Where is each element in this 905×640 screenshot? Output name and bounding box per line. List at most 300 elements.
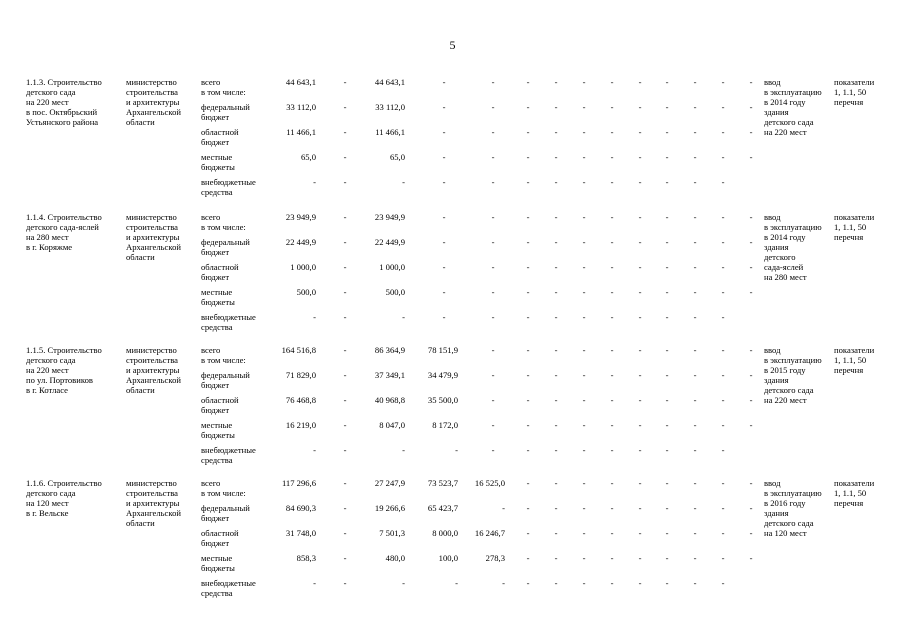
empty-cell-dash: - xyxy=(554,345,558,355)
year-amount: 40 968,8 xyxy=(374,395,405,405)
funding-source-label: федеральный бюджет xyxy=(201,102,250,122)
empty-cell-dash: - xyxy=(638,312,642,322)
indicators-text: показатели 1, 1.1, 50 перечня xyxy=(834,478,875,508)
empty-cell-dash: - xyxy=(721,553,725,563)
empty-cell-dash: - xyxy=(554,287,558,297)
year-amount: 16 525,0 xyxy=(474,478,505,488)
empty-cell-dash: - xyxy=(343,127,347,137)
empty-cell-dash: - xyxy=(526,312,530,322)
empty-cell-dash: - xyxy=(693,528,697,538)
empty-cell-dash: - xyxy=(491,287,495,297)
empty-cell-dash: - xyxy=(442,177,446,187)
empty-cell-dash: - xyxy=(638,287,642,297)
total-amount: 16 219,0 xyxy=(285,420,316,430)
empty-cell-dash: - xyxy=(582,237,586,247)
empty-cell-dash: - xyxy=(693,395,697,405)
empty-cell-dash: - xyxy=(491,312,495,322)
empty-cell-dash: - xyxy=(554,77,558,87)
empty-cell-dash: - xyxy=(491,345,495,355)
empty-cell-dash: - xyxy=(610,127,614,137)
year-amount: 1 000,0 xyxy=(379,262,405,272)
empty-cell-dash: - xyxy=(526,578,530,588)
total-amount: 11 466,1 xyxy=(286,127,316,137)
empty-cell-dash: - xyxy=(554,102,558,112)
empty-cell-dash: - xyxy=(610,528,614,538)
empty-cell-dash: - xyxy=(693,102,697,112)
year-amount: 22 449,9 xyxy=(374,237,405,247)
empty-cell-dash: - xyxy=(526,102,530,112)
empty-cell-dash: - xyxy=(693,370,697,380)
empty-cell-dash: - xyxy=(638,478,642,488)
total-amount: 84 690,3 xyxy=(285,503,316,513)
funding-source-label: федеральный бюджет xyxy=(201,370,250,390)
empty-cell-dash: - xyxy=(638,553,642,563)
year-amount: 34 479,9 xyxy=(427,370,458,380)
empty-cell-dash: - xyxy=(749,237,753,247)
empty-cell-dash: - xyxy=(526,478,530,488)
empty-cell-dash: - xyxy=(526,212,530,222)
funding-source-label: областной бюджет xyxy=(201,395,239,415)
empty-cell-dash: - xyxy=(749,503,753,513)
activity-name: 1.1.6. Строительство детского сада на 120 мест в г. Вельске xyxy=(26,478,102,518)
empty-cell-dash: - xyxy=(638,262,642,272)
empty-cell-dash: - xyxy=(526,420,530,430)
empty-cell-dash: - xyxy=(610,287,614,297)
empty-cell-dash: - xyxy=(721,77,725,87)
empty-cell-dash: - xyxy=(442,127,446,137)
empty-cell-dash: - xyxy=(610,77,614,87)
empty-cell-dash: - xyxy=(665,528,669,538)
empty-cell-dash: - xyxy=(638,370,642,380)
empty-cell-dash: - xyxy=(721,262,725,272)
total-amount: 76 468,8 xyxy=(285,395,316,405)
empty-cell-dash: - xyxy=(665,237,669,247)
empty-cell-dash: - xyxy=(582,127,586,137)
funding-source-label: местные бюджеты xyxy=(201,420,235,440)
total-amount: 117 296,6 xyxy=(281,478,316,488)
empty-cell-dash: - xyxy=(721,102,725,112)
empty-cell-dash: - xyxy=(526,553,530,563)
result-text: ввод в эксплуатацию в 2016 году здания детского сада на 120 мест xyxy=(764,478,822,538)
empty-cell-dash: - xyxy=(582,528,586,538)
year-amount: 16 246,7 xyxy=(474,528,505,538)
empty-cell-dash: - xyxy=(693,578,697,588)
empty-cell-dash: - xyxy=(638,503,642,513)
empty-cell-dash: - xyxy=(343,553,347,563)
empty-cell-dash: - xyxy=(526,177,530,187)
empty-cell-dash: - xyxy=(582,212,586,222)
empty-cell-dash: - xyxy=(582,395,586,405)
empty-cell-dash: - xyxy=(554,212,558,222)
empty-cell-dash: - xyxy=(665,553,669,563)
empty-cell-dash: - xyxy=(343,312,347,322)
year-amount: 480,0 xyxy=(385,553,405,563)
empty-cell-dash: - xyxy=(343,237,347,247)
empty-cell-dash: - xyxy=(526,237,530,247)
total-amount: 31 748,0 xyxy=(285,528,316,538)
empty-cell-dash: - xyxy=(442,287,446,297)
year-amount: 8 172,0 xyxy=(432,420,458,430)
empty-cell-dash: - xyxy=(491,77,495,87)
empty-cell-dash: - xyxy=(665,152,669,162)
year-amount: 37 349,1 xyxy=(374,370,405,380)
empty-cell-dash: - xyxy=(491,395,495,405)
empty-cell-dash: - xyxy=(442,312,446,322)
empty-cell-dash: - xyxy=(491,152,495,162)
empty-cell-dash: - xyxy=(693,478,697,488)
empty-cell-dash: - xyxy=(665,212,669,222)
empty-cell-dash: - xyxy=(721,478,725,488)
empty-cell-dash: - xyxy=(721,152,725,162)
empty-cell-dash: - xyxy=(638,420,642,430)
funding-source-label: всего в том числе: xyxy=(201,478,246,498)
empty-cell-dash: - xyxy=(721,345,725,355)
activity-name: 1.1.5. Строительство детского сада на 220 мест по ул. Портовиков в г. Котласе xyxy=(26,345,102,395)
empty-cell-dash: - xyxy=(442,212,446,222)
year-amount: - xyxy=(502,503,505,513)
empty-cell-dash: - xyxy=(491,420,495,430)
executor-name: министерство строительства и архитектуры Архангельской области xyxy=(126,345,181,395)
empty-cell-dash: - xyxy=(638,127,642,137)
year-amount: 65 423,7 xyxy=(427,503,458,513)
empty-cell-dash: - xyxy=(693,237,697,247)
total-amount: - xyxy=(313,312,316,322)
empty-cell-dash: - xyxy=(554,177,558,187)
empty-cell-dash: - xyxy=(343,287,347,297)
empty-cell-dash: - xyxy=(582,553,586,563)
empty-cell-dash: - xyxy=(526,77,530,87)
empty-cell-dash: - xyxy=(721,395,725,405)
result-text: ввод в эксплуатацию в 2015 году здания детского сада на 220 мест xyxy=(764,345,822,405)
empty-cell-dash: - xyxy=(749,287,753,297)
empty-cell-dash: - xyxy=(343,345,347,355)
empty-cell-dash: - xyxy=(665,127,669,137)
executor-name: министерство строительства и архитектуры Архангельской области xyxy=(126,77,181,127)
indicators-text: показатели 1, 1.1, 50 перечня xyxy=(834,212,875,242)
empty-cell-dash: - xyxy=(526,445,530,455)
empty-cell-dash: - xyxy=(721,420,725,430)
empty-cell-dash: - xyxy=(721,127,725,137)
empty-cell-dash: - xyxy=(442,237,446,247)
empty-cell-dash: - xyxy=(610,578,614,588)
empty-cell-dash: - xyxy=(582,312,586,322)
empty-cell-dash: - xyxy=(693,262,697,272)
empty-cell-dash: - xyxy=(665,395,669,405)
empty-cell-dash: - xyxy=(582,345,586,355)
empty-cell-dash: - xyxy=(554,370,558,380)
funding-source-label: внебюджетные средства xyxy=(201,445,256,465)
year-amount: - xyxy=(502,578,505,588)
empty-cell-dash: - xyxy=(693,345,697,355)
empty-cell-dash: - xyxy=(442,152,446,162)
empty-cell-dash: - xyxy=(749,102,753,112)
empty-cell-dash: - xyxy=(693,312,697,322)
empty-cell-dash: - xyxy=(491,177,495,187)
indicators-text: показатели 1, 1.1, 50 перечня xyxy=(834,77,875,107)
year-amount: 86 364,9 xyxy=(374,345,405,355)
empty-cell-dash: - xyxy=(610,420,614,430)
empty-cell-dash: - xyxy=(343,152,347,162)
empty-cell-dash: - xyxy=(665,503,669,513)
year-amount: 278,3 xyxy=(485,553,505,563)
empty-cell-dash: - xyxy=(491,370,495,380)
empty-cell-dash: - xyxy=(526,370,530,380)
empty-cell-dash: - xyxy=(526,345,530,355)
empty-cell-dash: - xyxy=(721,528,725,538)
empty-cell-dash: - xyxy=(610,395,614,405)
total-amount: - xyxy=(313,445,316,455)
empty-cell-dash: - xyxy=(610,345,614,355)
empty-cell-dash: - xyxy=(749,127,753,137)
empty-cell-dash: - xyxy=(343,578,347,588)
empty-cell-dash: - xyxy=(526,287,530,297)
total-amount: - xyxy=(313,578,316,588)
empty-cell-dash: - xyxy=(554,445,558,455)
year-amount: - xyxy=(402,578,405,588)
year-amount: 27 247,9 xyxy=(374,478,405,488)
empty-cell-dash: - xyxy=(491,262,495,272)
empty-cell-dash: - xyxy=(610,445,614,455)
empty-cell-dash: - xyxy=(721,503,725,513)
empty-cell-dash: - xyxy=(638,152,642,162)
result-text: ввод в эксплуатацию в 2014 году здания детского сада на 220 мест xyxy=(764,77,822,137)
empty-cell-dash: - xyxy=(343,102,347,112)
empty-cell-dash: - xyxy=(665,370,669,380)
empty-cell-dash: - xyxy=(693,212,697,222)
empty-cell-dash: - xyxy=(638,237,642,247)
year-amount: 23 949,9 xyxy=(374,212,405,222)
year-amount: - xyxy=(402,312,405,322)
empty-cell-dash: - xyxy=(554,237,558,247)
empty-cell-dash: - xyxy=(554,312,558,322)
empty-cell-dash: - xyxy=(554,395,558,405)
empty-cell-dash: - xyxy=(343,395,347,405)
executor-name: министерство строительства и архитектуры Архангельской области xyxy=(126,478,181,528)
empty-cell-dash: - xyxy=(491,212,495,222)
empty-cell-dash: - xyxy=(638,77,642,87)
empty-cell-dash: - xyxy=(693,445,697,455)
empty-cell-dash: - xyxy=(721,287,725,297)
year-amount: - xyxy=(402,445,405,455)
empty-cell-dash: - xyxy=(638,102,642,112)
year-amount: 7 501,3 xyxy=(379,528,405,538)
empty-cell-dash: - xyxy=(610,102,614,112)
empty-cell-dash: - xyxy=(343,478,347,488)
empty-cell-dash: - xyxy=(343,262,347,272)
empty-cell-dash: - xyxy=(721,445,725,455)
empty-cell-dash: - xyxy=(582,177,586,187)
empty-cell-dash: - xyxy=(665,578,669,588)
empty-cell-dash: - xyxy=(554,127,558,137)
empty-cell-dash: - xyxy=(610,503,614,513)
total-amount: 500,0 xyxy=(296,287,316,297)
year-amount: 8 000,0 xyxy=(432,528,458,538)
funding-source-label: внебюджетные средства xyxy=(201,578,256,598)
empty-cell-dash: - xyxy=(343,370,347,380)
activity-name: 1.1.4. Строительство детского сада-яслей на 280 мест в г. Коряжме xyxy=(26,212,102,252)
empty-cell-dash: - xyxy=(721,177,725,187)
total-amount: 71 829,0 xyxy=(285,370,316,380)
funding-source-label: внебюджетные средства xyxy=(201,177,256,197)
funding-source-label: местные бюджеты xyxy=(201,553,235,573)
empty-cell-dash: - xyxy=(638,578,642,588)
empty-cell-dash: - xyxy=(554,478,558,488)
empty-cell-dash: - xyxy=(526,262,530,272)
empty-cell-dash: - xyxy=(665,420,669,430)
empty-cell-dash: - xyxy=(693,127,697,137)
empty-cell-dash: - xyxy=(665,262,669,272)
empty-cell-dash: - xyxy=(693,420,697,430)
total-amount: 164 516,8 xyxy=(281,345,316,355)
empty-cell-dash: - xyxy=(343,528,347,538)
empty-cell-dash: - xyxy=(749,420,753,430)
result-text: ввод в эксплуатацию в 2014 году здания детского сада-яслей на 280 мест xyxy=(764,212,822,282)
empty-cell-dash: - xyxy=(665,77,669,87)
empty-cell-dash: - xyxy=(610,212,614,222)
empty-cell-dash: - xyxy=(638,345,642,355)
empty-cell-dash: - xyxy=(554,553,558,563)
empty-cell-dash: - xyxy=(343,77,347,87)
empty-cell-dash: - xyxy=(554,152,558,162)
empty-cell-dash: - xyxy=(749,395,753,405)
empty-cell-dash: - xyxy=(442,262,446,272)
empty-cell-dash: - xyxy=(582,262,586,272)
empty-cell-dash: - xyxy=(343,212,347,222)
empty-cell-dash: - xyxy=(491,102,495,112)
empty-cell-dash: - xyxy=(665,177,669,187)
year-amount: 73 523,7 xyxy=(427,478,458,488)
empty-cell-dash: - xyxy=(638,445,642,455)
empty-cell-dash: - xyxy=(638,177,642,187)
empty-cell-dash: - xyxy=(638,395,642,405)
empty-cell-dash: - xyxy=(749,478,753,488)
empty-cell-dash: - xyxy=(665,478,669,488)
year-amount: 500,0 xyxy=(385,287,405,297)
empty-cell-dash: - xyxy=(749,528,753,538)
empty-cell-dash: - xyxy=(582,420,586,430)
empty-cell-dash: - xyxy=(610,312,614,322)
empty-cell-dash: - xyxy=(665,102,669,112)
funding-source-label: всего в том числе: xyxy=(201,345,246,365)
empty-cell-dash: - xyxy=(343,420,347,430)
empty-cell-dash: - xyxy=(526,152,530,162)
total-amount: 23 949,9 xyxy=(285,212,316,222)
empty-cell-dash: - xyxy=(665,287,669,297)
empty-cell-dash: - xyxy=(610,262,614,272)
empty-cell-dash: - xyxy=(749,152,753,162)
year-amount: 19 266,6 xyxy=(374,503,405,513)
empty-cell-dash: - xyxy=(526,528,530,538)
empty-cell-dash: - xyxy=(554,578,558,588)
empty-cell-dash: - xyxy=(582,152,586,162)
empty-cell-dash: - xyxy=(693,503,697,513)
total-amount: 44 643,1 xyxy=(285,77,316,87)
empty-cell-dash: - xyxy=(721,578,725,588)
empty-cell-dash: - xyxy=(665,445,669,455)
year-amount: - xyxy=(455,578,458,588)
empty-cell-dash: - xyxy=(721,370,725,380)
empty-cell-dash: - xyxy=(721,212,725,222)
empty-cell-dash: - xyxy=(610,152,614,162)
year-amount: 44 643,1 xyxy=(374,77,405,87)
year-amount: - xyxy=(455,445,458,455)
total-amount: 22 449,9 xyxy=(285,237,316,247)
empty-cell-dash: - xyxy=(665,312,669,322)
empty-cell-dash: - xyxy=(582,287,586,297)
empty-cell-dash: - xyxy=(582,445,586,455)
empty-cell-dash: - xyxy=(582,102,586,112)
year-amount: 11 466,1 xyxy=(375,127,405,137)
empty-cell-dash: - xyxy=(526,395,530,405)
empty-cell-dash: - xyxy=(749,212,753,222)
empty-cell-dash: - xyxy=(749,370,753,380)
empty-cell-dash: - xyxy=(749,262,753,272)
page-number: 5 xyxy=(449,38,456,52)
empty-cell-dash: - xyxy=(582,503,586,513)
empty-cell-dash: - xyxy=(638,212,642,222)
year-amount: - xyxy=(402,177,405,187)
funding-source-label: федеральный бюджет xyxy=(201,237,250,257)
empty-cell-dash: - xyxy=(442,77,446,87)
empty-cell-dash: - xyxy=(582,77,586,87)
funding-source-label: областной бюджет xyxy=(201,127,239,147)
empty-cell-dash: - xyxy=(749,77,753,87)
year-amount: 35 500,0 xyxy=(427,395,458,405)
total-amount: 1 000,0 xyxy=(290,262,316,272)
empty-cell-dash: - xyxy=(665,345,669,355)
empty-cell-dash: - xyxy=(526,127,530,137)
funding-source-label: местные бюджеты xyxy=(201,287,235,307)
activity-name: 1.1.3. Строительство детского сада на 220 мест в пос. Октябрьский Устьянского района xyxy=(26,77,102,127)
empty-cell-dash: - xyxy=(610,478,614,488)
funding-source-label: областной бюджет xyxy=(201,528,239,548)
empty-cell-dash: - xyxy=(693,553,697,563)
empty-cell-dash: - xyxy=(693,77,697,87)
total-amount: - xyxy=(313,177,316,187)
empty-cell-dash: - xyxy=(442,102,446,112)
empty-cell-dash: - xyxy=(491,445,495,455)
empty-cell-dash: - xyxy=(554,528,558,538)
empty-cell-dash: - xyxy=(749,345,753,355)
empty-cell-dash: - xyxy=(638,528,642,538)
empty-cell-dash: - xyxy=(343,177,347,187)
year-amount: 33 112,0 xyxy=(375,102,405,112)
total-amount: 65,0 xyxy=(300,152,316,162)
funding-source-label: областной бюджет xyxy=(201,262,239,282)
empty-cell-dash: - xyxy=(610,553,614,563)
year-amount: 8 047,0 xyxy=(379,420,405,430)
empty-cell-dash: - xyxy=(582,478,586,488)
funding-source-label: всего в том числе: xyxy=(201,212,246,232)
funding-source-label: всего в том числе: xyxy=(201,77,246,97)
empty-cell-dash: - xyxy=(343,503,347,513)
empty-cell-dash: - xyxy=(749,553,753,563)
total-amount: 858,3 xyxy=(296,553,316,563)
year-amount: 65,0 xyxy=(389,152,405,162)
year-amount: 100,0 xyxy=(438,553,458,563)
funding-source-label: федеральный бюджет xyxy=(201,503,250,523)
empty-cell-dash: - xyxy=(721,312,725,322)
year-amount: 78 151,9 xyxy=(427,345,458,355)
indicators-text: показатели 1, 1.1, 50 перечня xyxy=(834,345,875,375)
funding-source-label: внебюджетные средства xyxy=(201,312,256,332)
empty-cell-dash: - xyxy=(693,287,697,297)
empty-cell-dash: - xyxy=(610,370,614,380)
empty-cell-dash: - xyxy=(554,420,558,430)
empty-cell-dash: - xyxy=(491,127,495,137)
empty-cell-dash: - xyxy=(693,152,697,162)
funding-source-label: местные бюджеты xyxy=(201,152,235,172)
